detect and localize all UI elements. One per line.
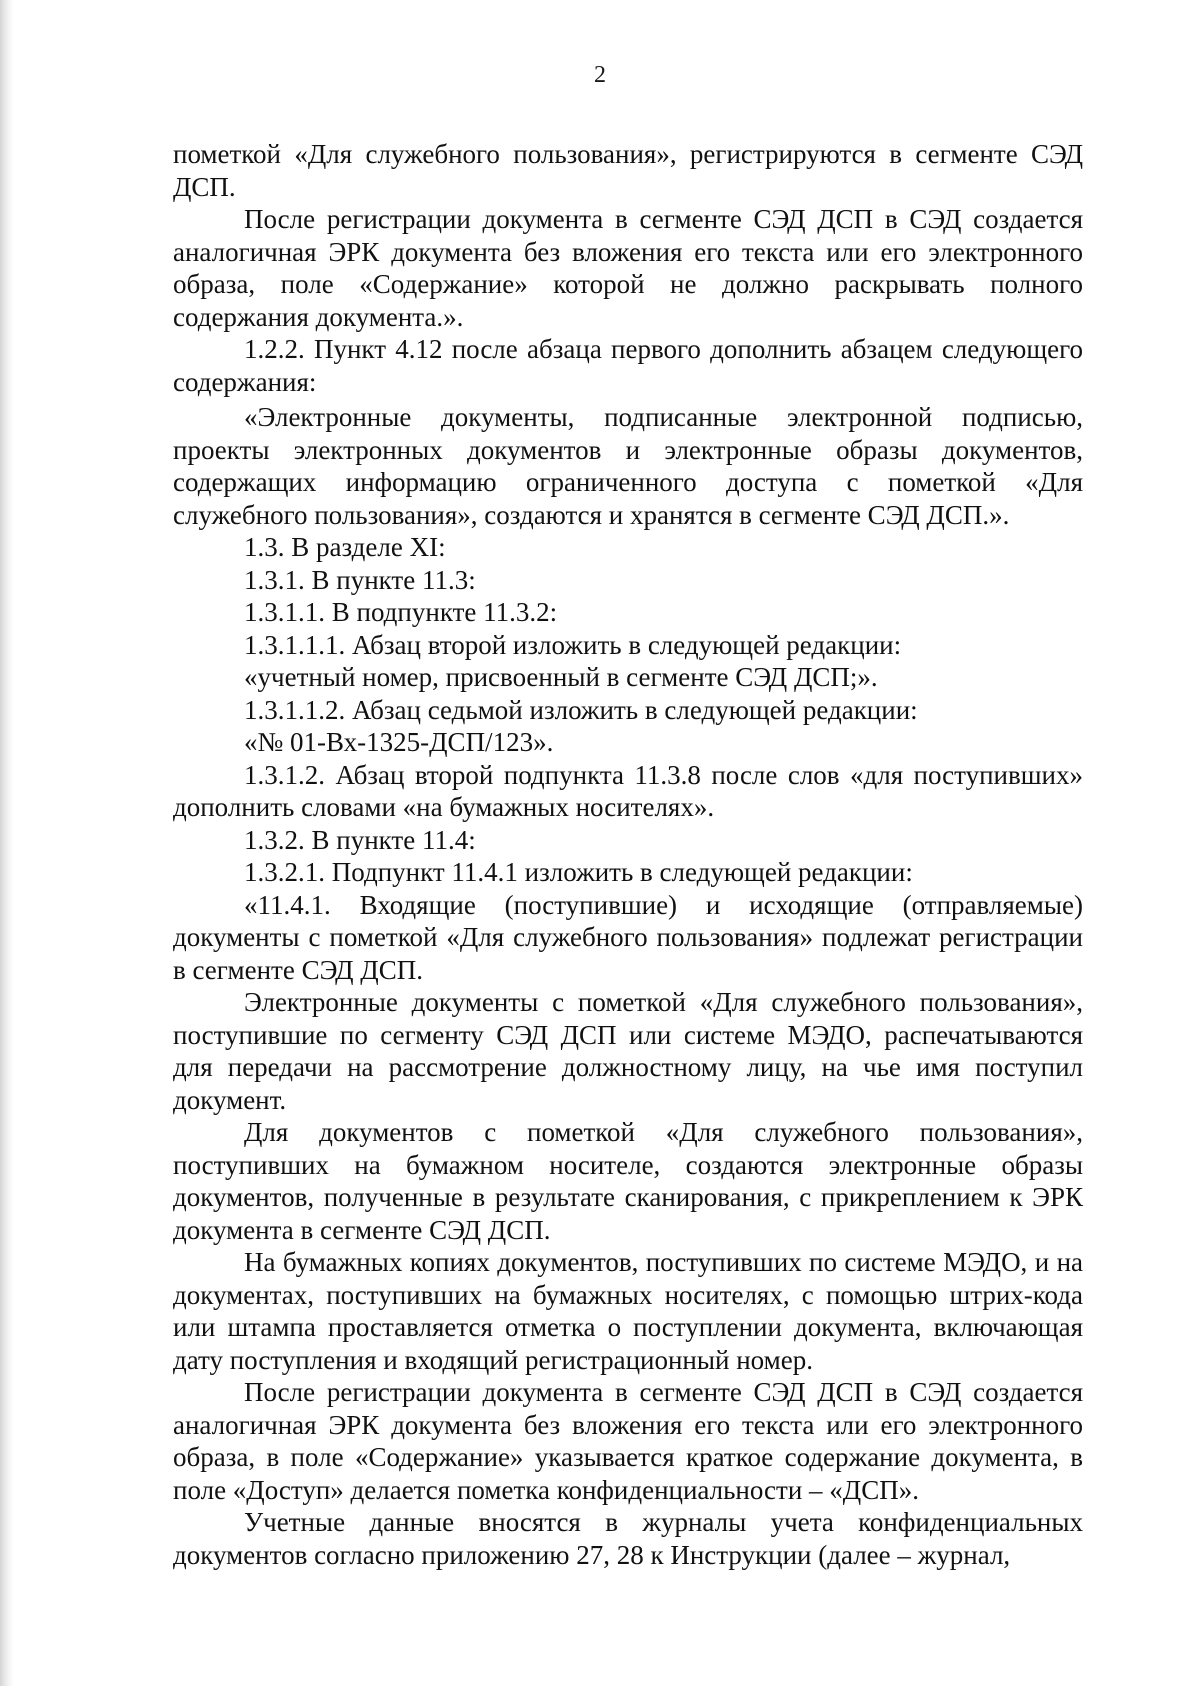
scan-edge-shadow: [0, 0, 14, 1686]
paragraph-quote: «№ 01-Вх-1325-ДСП/123».: [244, 727, 554, 757]
paragraph: Для документов с пометкой «Для служебного пользования», поступивших на бумажном носителе, создаются электронные образы документов, полученные в результате сканирования, с прикреплением к ЭРК документа в сегменте СЭД ДСП.: [173, 1117, 1083, 1245]
paragraph-clause-1-3-1-1-2: 1.3.1.1.2. Абзац седьмой изложить в следующей редакции:: [244, 694, 918, 725]
paragraph-clause-1-3-1-1-1: 1.3.1.1.1. Абзац второй изложить в следующей редакции:: [244, 629, 902, 660]
paragraph-clause-1-3: 1.3. В разделе XI:: [244, 532, 446, 562]
document-body: [173, 138, 1083, 1571]
paragraph-quote: «Электронные документы, подписанные электронной подписью, проекты электронных документов и электронные образы документов, содержащих информацию ограниченного доступа с пометкой «Для служебного пользования», создаются и хранятся в сегменте СЭД ДСП.».: [173, 402, 1083, 530]
paragraph-clause-1-2-2: 1.2.2. Пункт 4.12 после абзаца первого дополнить абзацем следующего содержания:: [173, 334, 1083, 397]
paragraph: На бумажных копиях документов, поступивших по системе МЭДО, и на документах, поступивших на бумажных носителях, с помощью штрих-кода или штампа проставляется отметка о поступлении документа, включающая дату поступления и входящий регистрационный номер.: [173, 1247, 1083, 1375]
page-number: 2: [594, 62, 606, 88]
paragraph-clause-1-3-2-1: 1.3.2.1. Подпункт 11.4.1 изложить в следующей редакции:: [244, 857, 913, 887]
paragraph-clause-1-3-2: 1.3.2. В пункте 11.4:: [244, 824, 476, 855]
paragraph-clause-1-3-1: 1.3.1. В пункте 11.3:: [244, 564, 476, 595]
paragraph-quote: «11.4.1. Входящие (поступившие) и исходящие (отправляемые) документы с пометкой «Для служебного пользования» подлежат регистрации в сегменте СЭД ДСП.: [173, 889, 1083, 985]
paragraph-clause-1-3-1-1: 1.3.1.1. В подпункте 11.3.2:: [244, 597, 558, 627]
paragraph: После регистрации документа в сегменте СЭД ДСП в СЭД создается аналогичная ЭРК документа без вложения его текста или его электронного образа, в поле «Содержание» указывается краткое содержание документа, в поле «Доступ» делается пометка конфиденциальности – «ДСП».: [173, 1377, 1083, 1505]
paragraph-quote: «учетный номер, присвоенный в сегменте СЭД ДСП;».: [244, 662, 878, 692]
paragraph-clause-1-3-1-2: 1.3.1.2. Абзац второй подпункта 11.3.8 после слов «для поступивших» дополнить словами «на бумажных носителях».: [173, 759, 1083, 822]
paragraph: Электронные документы с пометкой «Для служебного пользования», поступившие по сегменту СЭД ДСП или системе МЭДО, распечатываются для передачи на рассмотрение должностному лицу, на чье имя поступил документ.: [173, 987, 1083, 1115]
paragraph-continuation: пометкой «Для служебного пользования», регистрируются в сегменте СЭД ДСП.: [173, 139, 1083, 202]
paragraph: Учетные данные вносятся в журналы учета конфиденциальных документов согласно приложению 27, 28 к Инструкции (далее – журнал,: [173, 1507, 1083, 1570]
paragraph: После регистрации документа в сегменте СЭД ДСП в СЭД создается аналогичная ЭРК документа без вложения его текста или его электронного образа, поле «Содержание» которой не должно раскрывать полного содержания документа.».: [173, 204, 1083, 332]
